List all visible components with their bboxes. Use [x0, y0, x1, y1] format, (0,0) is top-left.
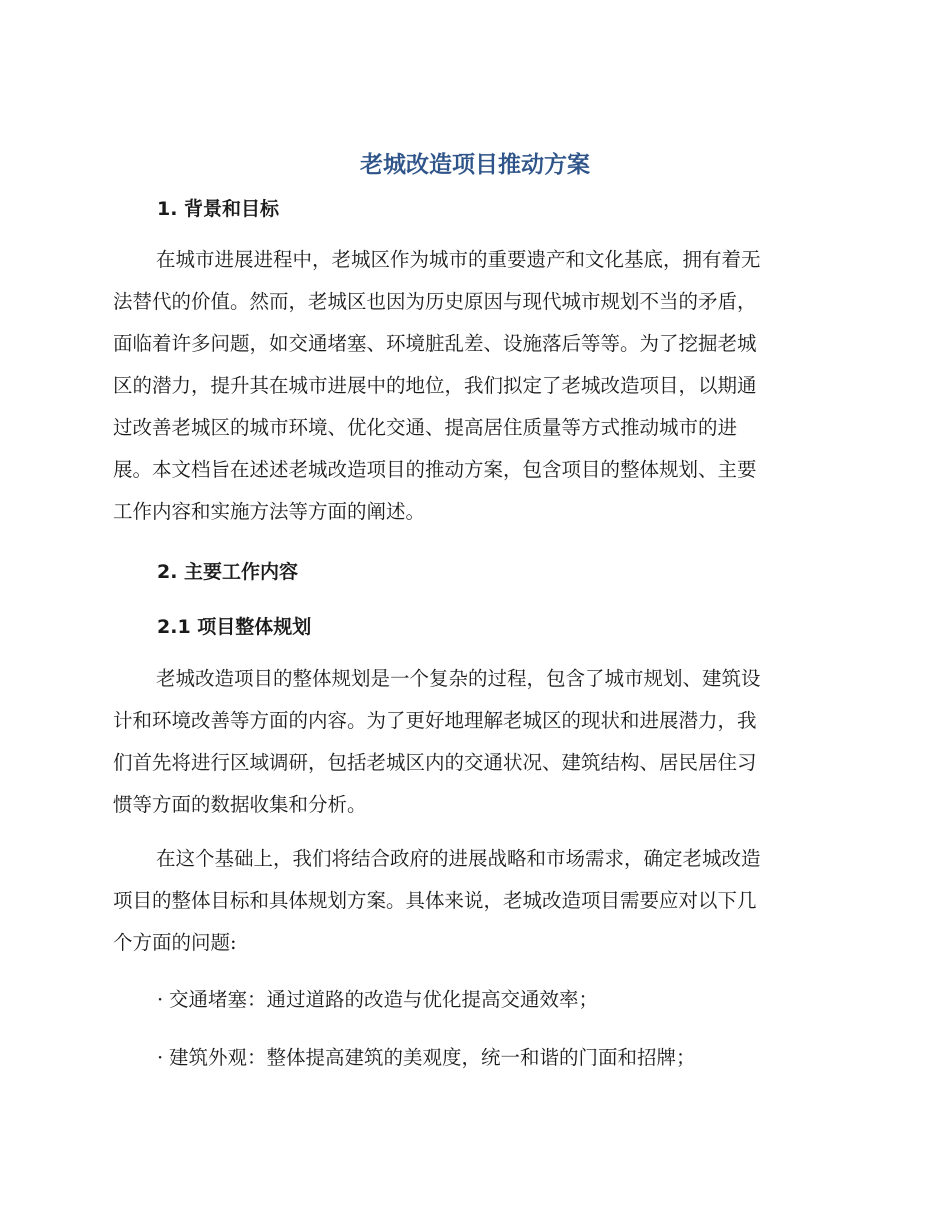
section-2-heading: 2. 主要工作内容	[157, 561, 299, 583]
paragraph-line: 面临着许多问题，如交通堵塞、环境脏乱差、设施落后等等。为了挖掘老城	[113, 332, 757, 355]
section-2-1-paragraph-2	[113, 838, 833, 964]
paragraph-line: 区的潜力，提升其在城市进展中的地位，我们拟定了老城改造项目，以期通	[113, 374, 757, 397]
bullet-text: 建筑外观：整体提高建筑的美观度，统一和谐的门面和招牌；	[169, 1046, 696, 1069]
paragraph-line: 计和环境改善等方面的内容。为了更好地理解老城区的现状和进展潜力，我	[113, 709, 757, 732]
section-2-1-heading: 2.1 项目整体规划	[157, 616, 312, 638]
paragraph-line: 项目的整体目标和具体规划方案。具体来说，老城改造项目需要应对以下几	[113, 889, 757, 912]
section-1-paragraph	[113, 239, 833, 533]
bullet-dot-icon: ·	[157, 988, 164, 1011]
document-title: 老城改造项目推动方案	[360, 152, 590, 178]
paragraph-line: 法替代的价值。然而，老城区也因为历史原因与现代城市规划不当的矛盾，	[113, 290, 757, 313]
bullet-item	[157, 985, 598, 1015]
bullet-item	[157, 1043, 696, 1073]
bullet-text: 交通堵塞：通过道路的改造与优化提高交通效率；	[169, 988, 599, 1011]
section-2-1-paragraph-1	[113, 658, 833, 826]
paragraph-line: 展。本文档旨在述述老城改造项目的推动方案，包含项目的整体规划、主要	[113, 458, 757, 481]
paragraph-line: 老城改造项目的整体规划是一个复杂的过程，包含了城市规划、建筑设	[156, 667, 761, 690]
section-1-heading: 1. 背景和目标	[157, 198, 280, 220]
paragraph-line: 个方面的问题:	[113, 931, 237, 954]
paragraph-line: 在这个基础上，我们将结合政府的进展战略和市场需求，确定老城改造	[156, 847, 761, 870]
paragraph-line: 们首先将进行区域调研，包括老城区内的交通状况、建筑结构、居民居住习	[113, 751, 757, 774]
paragraph-line: 惯等方面的数据收集和分析。	[113, 793, 367, 816]
paragraph-line: 过改善老城区的城市环境、优化交通、提高居住质量等方式推动城市的进	[113, 416, 738, 439]
paragraph-line: 在城市进展进程中，老城区作为城市的重要遗产和文化基底，拥有着无	[156, 248, 761, 271]
bullet-dot-icon: ·	[157, 1046, 164, 1069]
paragraph-line: 工作内容和实施方法等方面的阐述。	[113, 500, 426, 523]
